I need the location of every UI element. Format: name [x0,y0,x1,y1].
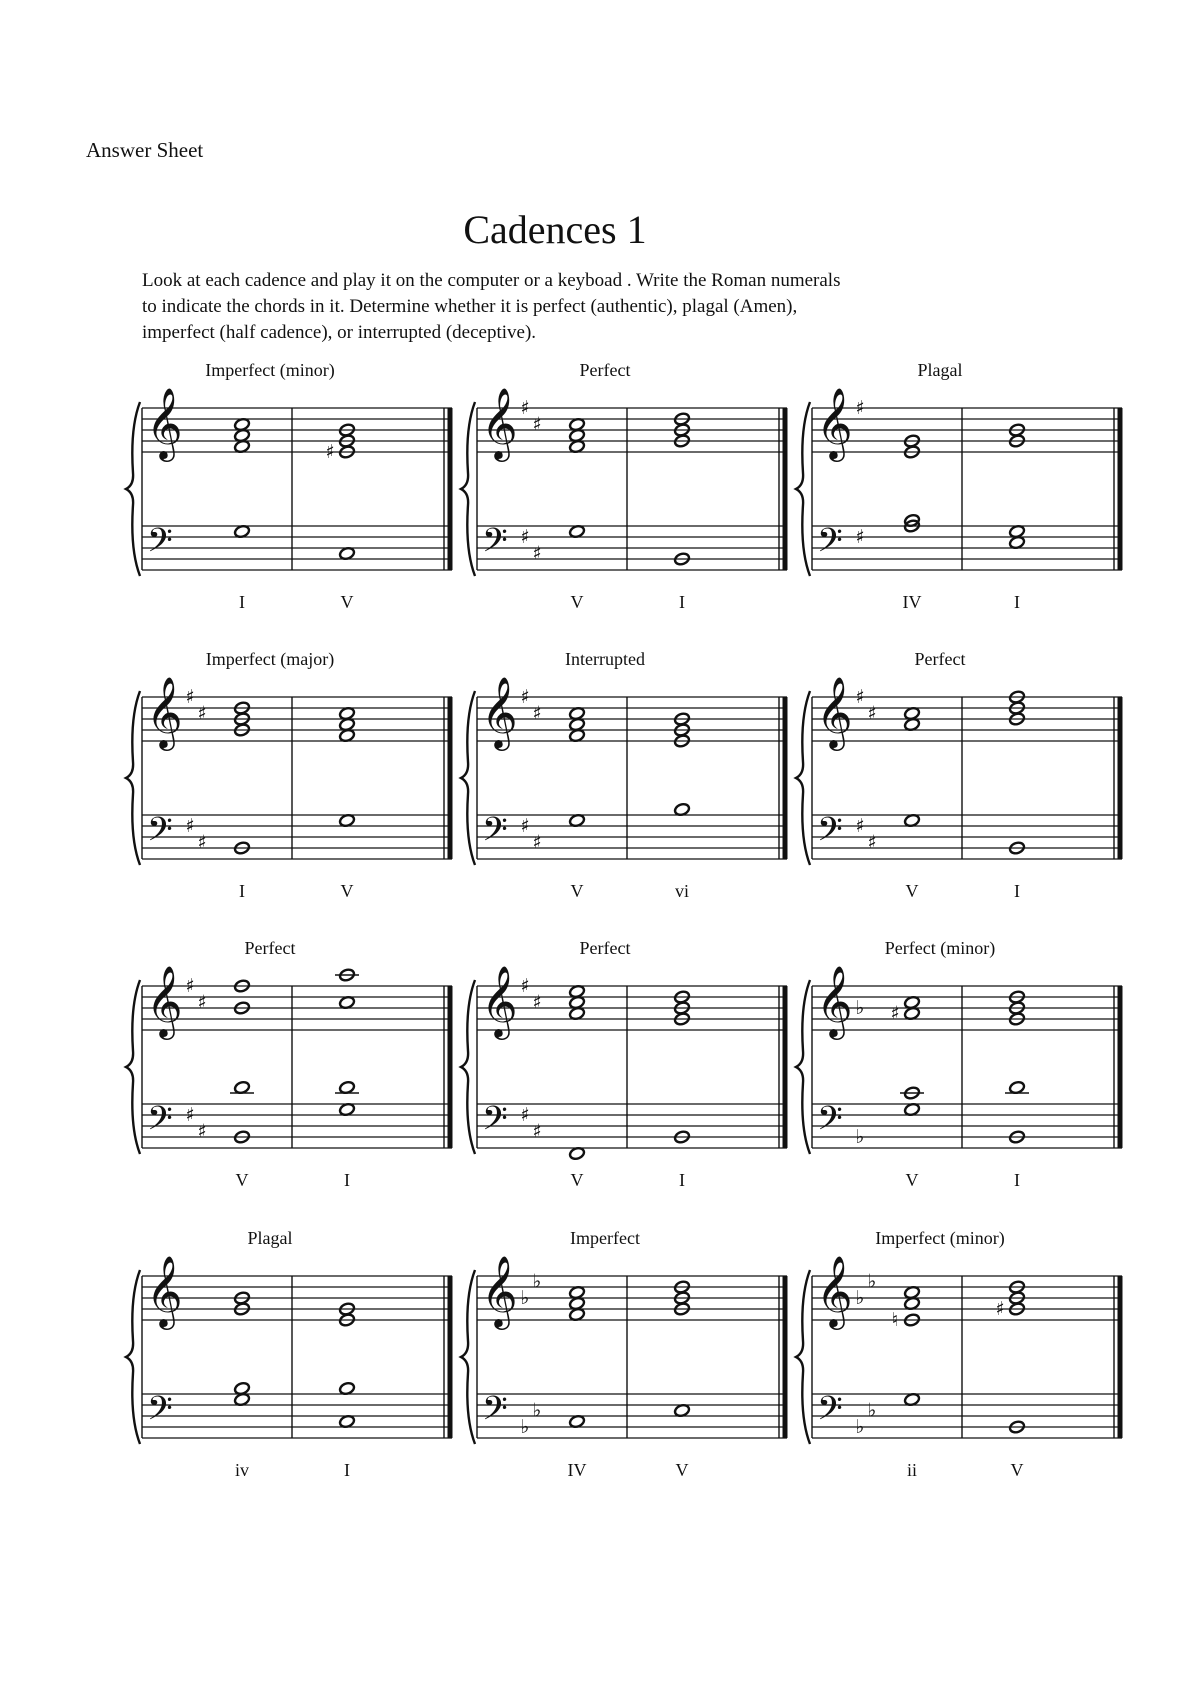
roman-numeral: IV [567,1460,587,1480]
roman-numeral: I [1014,881,1020,901]
instructions-line: imperfect (half cadence), or interrupted (deceptive). [142,322,537,343]
cadence-label: Perfect [579,360,631,380]
flat-accidental: ♭ [867,1399,877,1422]
sharp-accidental: ♯ [185,975,195,997]
cadence-label: Imperfect (minor) [205,360,335,380]
brace-icon [796,1270,810,1444]
roman-numeral: V [570,592,584,612]
roman-numeral: V [905,1170,919,1190]
roman-numeral: I [1014,592,1020,612]
sharp-accidental: ♯ [532,1120,542,1143]
sharp-accidental: ♯ [197,831,207,854]
flat-accidental: ♭ [532,1270,542,1293]
roman-numeral: V [235,1170,249,1190]
cadence-label: Imperfect [570,1228,640,1248]
sharp-accidental: ♯ [520,815,530,837]
treble-clef-icon: 𝄞 [481,675,518,748]
treble-clef-icon: 𝄞 [481,964,518,1037]
cadence-label: Plagal [917,360,963,380]
bass-clef-icon: 𝄢 [147,522,173,568]
cadence-label: Plagal [247,1228,293,1248]
treble-clef-icon: 𝄞 [816,386,853,459]
sharp-accidental: ♯ [185,686,195,708]
treble-clef-icon: 𝄞 [816,964,853,1037]
sharp-accidental: ♯ [867,702,877,725]
instructions-line: Look at each cadence and play it on the computer or a keyboad . Write the Roman numerals [142,270,841,291]
sharp-accidental: ♯ [890,1002,900,1025]
sharp-accidental: ♯ [995,1298,1005,1320]
cadence-system [461,360,787,612]
roman-numeral: V [340,592,354,612]
cadence-label: Imperfect (minor) [875,1228,1005,1248]
sharp-accidental: ♯ [520,526,530,548]
flat-accidental: ♭ [520,1287,530,1309]
cadence-system [461,1228,787,1480]
sharp-accidental: ♯ [855,397,865,419]
roman-numeral: V [570,1170,584,1190]
cadence-label: Perfect [244,938,296,958]
cadence-system [796,649,1122,901]
sharp-accidental: ♯ [532,831,542,854]
brace-icon [796,402,810,576]
treble-clef-icon: 𝄞 [481,1254,518,1327]
treble-clef-icon: 𝄞 [816,1254,853,1327]
flat-accidental: ♭ [520,1416,530,1438]
flat-accidental: ♭ [855,1287,865,1309]
cadence-system [796,1228,1122,1480]
sharp-accidental: ♯ [520,1104,530,1126]
sharp-accidental: ♯ [197,1120,207,1143]
cadence-system [461,938,787,1190]
flat-accidental: ♭ [855,997,865,1019]
cadence-label: Interrupted [565,649,645,669]
cadence-label: Perfect [914,649,966,669]
cadence-label: Imperfect (major) [205,649,335,669]
flat-accidental: ♭ [532,1399,542,1422]
sharp-accidental: ♯ [185,1104,195,1126]
brace-icon [461,1270,475,1444]
bass-clef-icon: 𝄢 [147,1100,173,1146]
flat-accidental: ♭ [855,1416,865,1438]
answer-sheet-header: Answer Sheet [86,138,204,162]
sharp-accidental: ♯ [855,526,865,548]
treble-clef-icon: 𝄞 [146,386,183,459]
cadence-system [796,360,1122,612]
sharp-accidental: ♯ [532,542,542,565]
cadence-system [126,1228,452,1480]
bass-clef-icon: 𝄢 [817,522,843,568]
bass-clef-icon: 𝄢 [147,811,173,857]
bass-clef-icon: 𝄢 [147,1390,173,1436]
brace-icon [126,691,140,865]
bass-clef-icon: 𝄢 [482,1100,508,1146]
sharp-accidental: ♯ [520,397,530,419]
brace-icon [126,1270,140,1444]
roman-numeral: I [344,1460,350,1480]
roman-numeral: V [1010,1460,1024,1480]
sharp-accidental: ♯ [185,815,195,837]
roman-numeral: I [239,881,245,901]
brace-icon [461,691,475,865]
brace-icon [461,980,475,1154]
roman-numeral: iv [234,1460,250,1480]
sharp-accidental: ♯ [325,441,335,463]
treble-clef-icon: 𝄞 [481,386,518,459]
bass-clef-icon: 𝄢 [482,1390,508,1436]
roman-numeral: I [679,592,685,612]
roman-numeral: IV [902,592,922,612]
roman-numeral: ii [906,1460,918,1480]
bass-clef-icon: 𝄢 [482,811,508,857]
sharp-accidental: ♯ [532,413,542,436]
sharp-accidental: ♯ [197,702,207,725]
roman-numeral: V [570,881,584,901]
sharp-accidental: ♯ [520,975,530,997]
treble-clef-icon: 𝄞 [146,964,183,1037]
flat-accidental: ♭ [867,1270,877,1293]
roman-numeral: I [679,1170,685,1190]
bass-clef-icon: 𝄢 [817,811,843,857]
roman-numeral: V [905,881,919,901]
brace-icon [126,402,140,576]
roman-numeral: vi [674,881,690,901]
sharp-accidental: ♯ [197,991,207,1014]
cadence-system [126,649,452,901]
cadence-system [796,938,1122,1190]
flat-accidental: ♭ [855,1126,865,1148]
bass-clef-icon: 𝄢 [817,1390,843,1436]
roman-numeral: I [1014,1170,1020,1190]
treble-clef-icon: 𝄞 [146,675,183,748]
page-title: Cadences 1 [463,207,647,252]
cadence-system [126,360,452,612]
sharp-accidental: ♯ [867,831,877,854]
sharp-accidental: ♯ [520,686,530,708]
cadence-system [461,649,787,901]
roman-numeral: I [239,592,245,612]
sharp-accidental: ♯ [532,991,542,1014]
instructions-line: to indicate the chords in it. Determine whether it is perfect (authentic), plagal (Amen), [142,296,798,317]
bass-clef-icon: 𝄢 [817,1100,843,1146]
brace-icon [126,980,140,1154]
sharp-accidental: ♯ [532,702,542,725]
bass-clef-icon: 𝄢 [482,522,508,568]
roman-numeral: V [340,881,354,901]
cadence-label: Perfect (minor) [884,938,996,958]
sharp-accidental: ♯ [855,686,865,708]
cadence-label: Perfect [579,938,631,958]
roman-numeral: I [344,1170,350,1190]
roman-numeral: V [675,1460,689,1480]
treble-clef-icon: 𝄞 [146,1254,183,1327]
sharp-accidental: ♯ [855,815,865,837]
brace-icon [796,980,810,1154]
treble-clef-icon: 𝄞 [816,675,853,748]
natural-accidental: ♮ [891,1309,899,1331]
brace-icon [796,691,810,865]
brace-icon [461,402,475,576]
cadence-system [126,938,452,1190]
